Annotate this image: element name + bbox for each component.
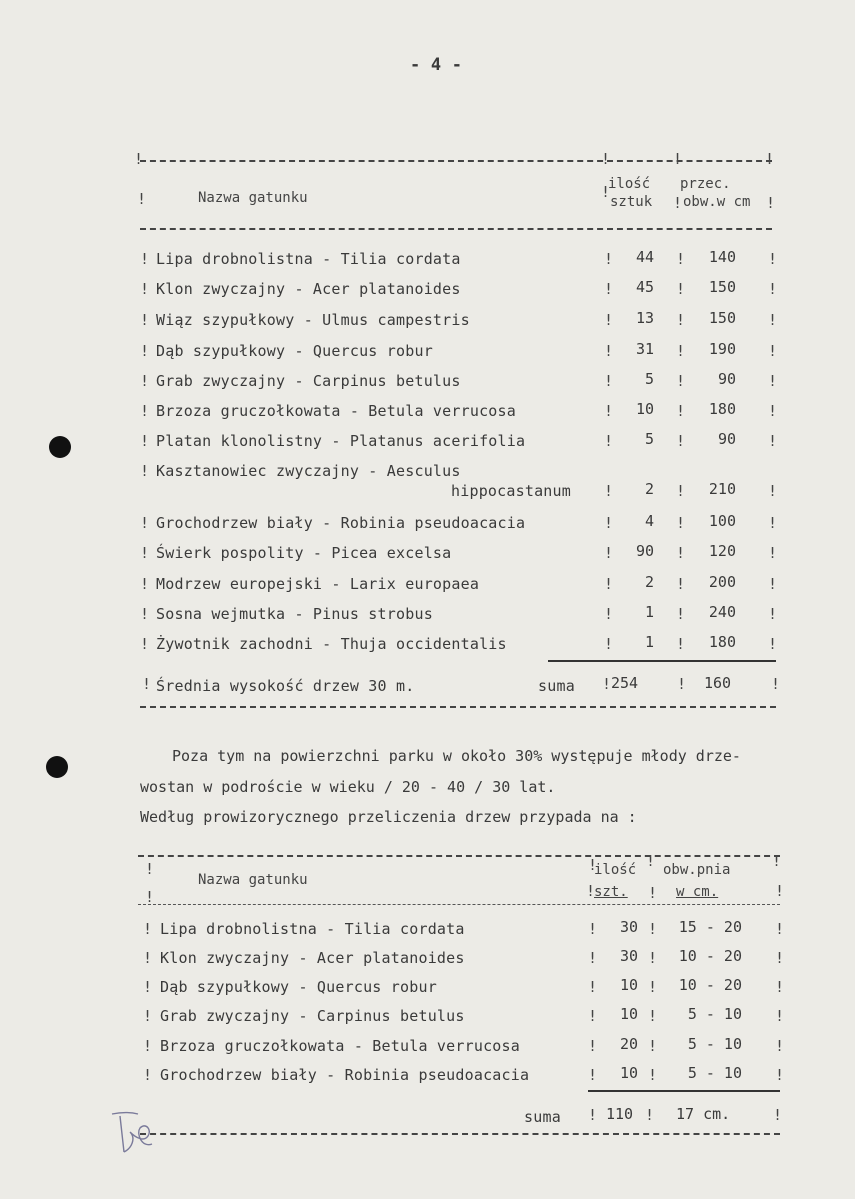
table-2-header-count-2: szt.: [594, 884, 628, 900]
table-2-count: 30: [619, 947, 638, 965]
table-1-count: 10: [635, 400, 654, 418]
table-2-separator: !: [588, 1037, 598, 1055]
table-2-separator: !: [588, 1066, 598, 1084]
table-1-separator: !: [604, 605, 614, 623]
table-1-count: 2: [644, 573, 654, 591]
table-1-circumference: 90: [717, 430, 736, 448]
table-1-separator: !: [140, 342, 150, 360]
table-1-species-name: Platan klonolistny - Platanus acerifolia: [156, 432, 526, 450]
table-2-separator: !: [648, 1007, 658, 1025]
table-2-count: 30: [619, 918, 638, 936]
table-1-species-name: Brzoza gruczołkowata - Betula verrucosa: [156, 402, 516, 420]
table-1-separator: !: [676, 575, 686, 593]
table-1-summary-label: Średnia wysokość drzew 30 m.: [156, 677, 415, 695]
table-1-sum-rule: [548, 660, 776, 662]
table-2-separator: !: [588, 949, 598, 967]
table-1-separator: !: [137, 190, 147, 208]
table-1-separator: !: [604, 575, 614, 593]
table-1-separator: !: [140, 514, 150, 532]
table-2-separator: !: [648, 884, 658, 902]
table-2-header-rule: [138, 904, 780, 905]
table-1-separator: !: [604, 372, 614, 390]
table-2-separator: !: [775, 949, 785, 967]
table-1-separator: !: [140, 432, 150, 450]
table-1-count: 2: [644, 480, 654, 498]
table-2-separator: !: [775, 882, 785, 900]
table-2-separator: !: [143, 1007, 153, 1025]
table-1-separator: !: [140, 575, 150, 593]
table-1-circumference: 120: [708, 542, 736, 560]
table-1-count: 1: [644, 633, 654, 651]
table-1-circumference: 190: [708, 340, 736, 358]
table-2-header-count-1: ilość: [594, 862, 637, 878]
table-1-separator: !: [676, 482, 686, 500]
table-1-bottom-rule: [140, 706, 776, 708]
table-1-species-name-cont: hippocastanum: [451, 482, 571, 500]
table-1-header-count-1: ilość: [608, 176, 651, 192]
table-2-count: 10: [619, 1064, 638, 1082]
table-1-separator: !: [604, 635, 614, 653]
table-1-separator: !: [604, 544, 614, 562]
table-2-separator: !: [588, 856, 598, 874]
table-2-header-circ-1: obw.pnia: [663, 862, 731, 878]
table-1-separator: !: [140, 635, 150, 653]
table-2-separator: !: [775, 1007, 785, 1025]
table-2-circumference-range: 5 - 10: [687, 1035, 742, 1053]
table-1-species-name: Sosna wejmutka - Pinus strobus: [156, 605, 433, 623]
table-2-separator: !: [143, 920, 153, 938]
table-2-separator: !: [775, 1066, 785, 1084]
table-1-separator: !: [768, 575, 778, 593]
table-2-species-name: Lipa drobnolistna - Tilia cordata: [160, 920, 465, 938]
table-1-separator: !: [768, 482, 778, 500]
handwritten-initials-signature: [108, 1108, 156, 1156]
table-1-species-name: Kasztanowiec zwyczajny - Aesculus: [156, 462, 461, 480]
table-1-separator: !: [676, 311, 686, 329]
table-1-separator: !: [604, 250, 614, 268]
table-2-separator: !: [145, 888, 155, 906]
table-2-circumference-range: 5 - 10: [687, 1064, 742, 1082]
table-2-top-rule: [138, 855, 780, 857]
table-1-count: 31: [635, 340, 654, 358]
table-2-separator: !: [648, 1037, 658, 1055]
table-1-separator: !: [677, 675, 687, 693]
table-1-separator: !: [768, 544, 778, 562]
table-2-separator: !: [775, 978, 785, 996]
table-1-separator: !: [768, 635, 778, 653]
table-1-count: 90: [635, 542, 654, 560]
table-1-total-count: 254: [611, 674, 639, 692]
punch-hole-top: [49, 436, 71, 458]
table-1-count: 13: [635, 309, 654, 327]
table-2-separator: !: [648, 949, 658, 967]
table-1-separator: !: [676, 514, 686, 532]
table-1-separator: !: [676, 402, 686, 420]
table-1-species-name: Modrzew europejski - Larix europaea: [156, 575, 480, 593]
table-1-count: 4: [644, 512, 654, 530]
table-1-separator: !: [604, 514, 614, 532]
table-1-separator: !: [673, 150, 683, 168]
table-1-species-name: Dąb szypułkowy - Quercus robur: [156, 342, 433, 360]
table-1-circumference: 240: [708, 603, 736, 621]
table-1-separator: !: [771, 675, 781, 693]
table-2-separator: !: [588, 978, 598, 996]
table-2-separator: !: [775, 1037, 785, 1055]
table-1-separator: !: [768, 372, 778, 390]
table-1-separator: !: [676, 280, 686, 298]
table-1-separator: !: [140, 462, 150, 480]
table-2-circumference-range: 10 - 20: [678, 947, 742, 965]
table-2-separator: !: [646, 852, 656, 870]
table-2-separator: !: [645, 1106, 655, 1124]
table-2-species-name: Brzoza gruczołkowata - Betula verrucosa: [160, 1037, 520, 1055]
table-2-separator: !: [588, 1106, 598, 1124]
table-2-separator: !: [143, 949, 153, 967]
table-1-separator: !: [765, 150, 775, 168]
table-1-header-count-2: sztuk: [610, 194, 653, 210]
table-1-count: 5: [644, 430, 654, 448]
table-1-separator: !: [676, 544, 686, 562]
table-1-count: 1: [644, 603, 654, 621]
table-1-separator: !: [142, 675, 152, 693]
table-1-count: 5: [644, 370, 654, 388]
table-1-count: 44: [635, 248, 654, 266]
table-2-separator: !: [588, 1007, 598, 1025]
table-1-separator: !: [766, 194, 776, 212]
table-1-circumference: 200: [708, 573, 736, 591]
table-1-separator: !: [134, 150, 144, 168]
table-1-separator: !: [140, 544, 150, 562]
table-1-species-name: Wiąz szypułkowy - Ulmus campestris: [156, 311, 470, 329]
table-1-separator: !: [676, 342, 686, 360]
punch-hole-bottom: [46, 756, 68, 778]
table-1-species-name: Żywotnik zachodni - Thuja occidentalis: [156, 635, 507, 653]
table-1-separator: !: [768, 402, 778, 420]
table-2-separator: !: [772, 852, 782, 870]
table-1-separator: !: [676, 635, 686, 653]
table-1-species-name: Świerk pospolity - Picea excelsa: [156, 544, 452, 562]
table-1-separator: !: [140, 605, 150, 623]
table-2-count: 20: [619, 1035, 638, 1053]
table-1-header-rule: [140, 228, 772, 230]
table-1-separator: !: [768, 605, 778, 623]
table-2-species-name: Klon zwyczajny - Acer platanoides: [160, 949, 465, 967]
table-1-average-circ: 160: [704, 674, 732, 692]
table-2-circumference-range: 5 - 10: [687, 1005, 742, 1023]
table-1-separator: !: [604, 482, 614, 500]
table-1-separator: !: [676, 432, 686, 450]
table-2-separator: !: [586, 882, 596, 900]
table-1-separator: !: [768, 280, 778, 298]
table-1-separator: !: [673, 194, 683, 212]
table-1-circumference: 180: [708, 400, 736, 418]
table-1-circumference: 90: [717, 370, 736, 388]
table-1-separator: !: [676, 372, 686, 390]
table-1-header-circ-1: przec.: [680, 176, 731, 192]
table-2-separator: !: [648, 920, 658, 938]
table-1-separator: !: [140, 280, 150, 298]
table-2-count: 10: [619, 1005, 638, 1023]
table-1-separator: !: [676, 250, 686, 268]
table-1-separator: !: [602, 675, 612, 693]
table-1-separator: !: [768, 514, 778, 532]
table-2-separator: !: [143, 1066, 153, 1084]
table-1-separator: !: [601, 183, 611, 201]
table-2-count: 10: [619, 976, 638, 994]
table-1-circumference: 100: [708, 512, 736, 530]
table-2-separator: !: [648, 1066, 658, 1084]
table-2-suma-label: suma: [524, 1108, 561, 1126]
table-2-species-name: Dąb szypułkowy - Quercus robur: [160, 978, 437, 996]
paragraph-line-2: wostan w podroście w wieku / 20 - 40 / 30 lat.: [140, 778, 556, 796]
table-2-separator: !: [773, 1106, 783, 1124]
table-2-sum-rule: [588, 1090, 780, 1092]
table-1-circumference: 140: [708, 248, 736, 266]
table-1-separator: !: [140, 311, 150, 329]
table-1-suma-label: suma: [538, 677, 575, 695]
table-1-separator: !: [140, 402, 150, 420]
table-1-separator: !: [768, 432, 778, 450]
table-2-separator: !: [143, 978, 153, 996]
page-number: - 4 -: [410, 55, 463, 75]
paragraph-line-3: Według prowizorycznego przeliczenia drzew przypada na :: [140, 808, 637, 826]
table-1-separator: !: [676, 605, 686, 623]
table-1-separator: !: [604, 402, 614, 420]
table-2-circumference-range: 15 - 20: [678, 918, 742, 936]
table-1-header-circ-2: obw.w cm: [683, 194, 751, 210]
table-2-header-name: Nazwa gatunku: [198, 872, 308, 888]
table-1-circumference: 150: [708, 278, 736, 296]
table-1-species-name: Klon zwyczajny - Acer platanoides: [156, 280, 461, 298]
table-1-separator: !: [768, 250, 778, 268]
table-2-circumference-range: 10 - 20: [678, 976, 742, 994]
table-2-separator: !: [648, 978, 658, 996]
table-2-total-count: 110: [606, 1105, 634, 1123]
table-2-total-circ: 17 cm.: [676, 1105, 731, 1123]
table-1-separator: !: [140, 372, 150, 390]
table-2-species-name: Grochodrzew biały - Robinia pseudoacacia: [160, 1066, 530, 1084]
table-1-circumference: 210: [708, 480, 736, 498]
table-1-circumference: 180: [708, 633, 736, 651]
table-2-separator: !: [588, 920, 598, 938]
table-1-count: 45: [635, 278, 654, 296]
table-1-species-name: Grochodrzew biały - Robinia pseudoacacia: [156, 514, 526, 532]
table-2-species-name: Grab zwyczajny - Carpinus betulus: [160, 1007, 465, 1025]
table-1-circumference: 150: [708, 309, 736, 327]
table-2-bottom-rule: [140, 1133, 780, 1135]
table-2-header-circ-2: w cm.: [676, 884, 719, 900]
table-2-separator: !: [143, 1037, 153, 1055]
table-2-separator: !: [775, 920, 785, 938]
table-1-separator: !: [140, 250, 150, 268]
table-1-species-name: Lipa drobnolistna - Tilia cordata: [156, 250, 461, 268]
paragraph-line-1: Poza tym na powierzchni parku w około 30% występuje młody drze-: [172, 747, 741, 765]
table-1-species-name: Grab zwyczajny - Carpinus betulus: [156, 372, 461, 390]
table-1-separator: !: [768, 342, 778, 360]
table-1-separator: !: [604, 432, 614, 450]
table-1-separator: !: [604, 280, 614, 298]
table-1-separator: !: [601, 150, 611, 168]
table-2-separator: !: [145, 860, 155, 878]
table-1-header-name: Nazwa gatunku: [198, 190, 308, 206]
table-1-separator: !: [604, 311, 614, 329]
table-1-separator: !: [604, 342, 614, 360]
table-1-separator: !: [768, 311, 778, 329]
